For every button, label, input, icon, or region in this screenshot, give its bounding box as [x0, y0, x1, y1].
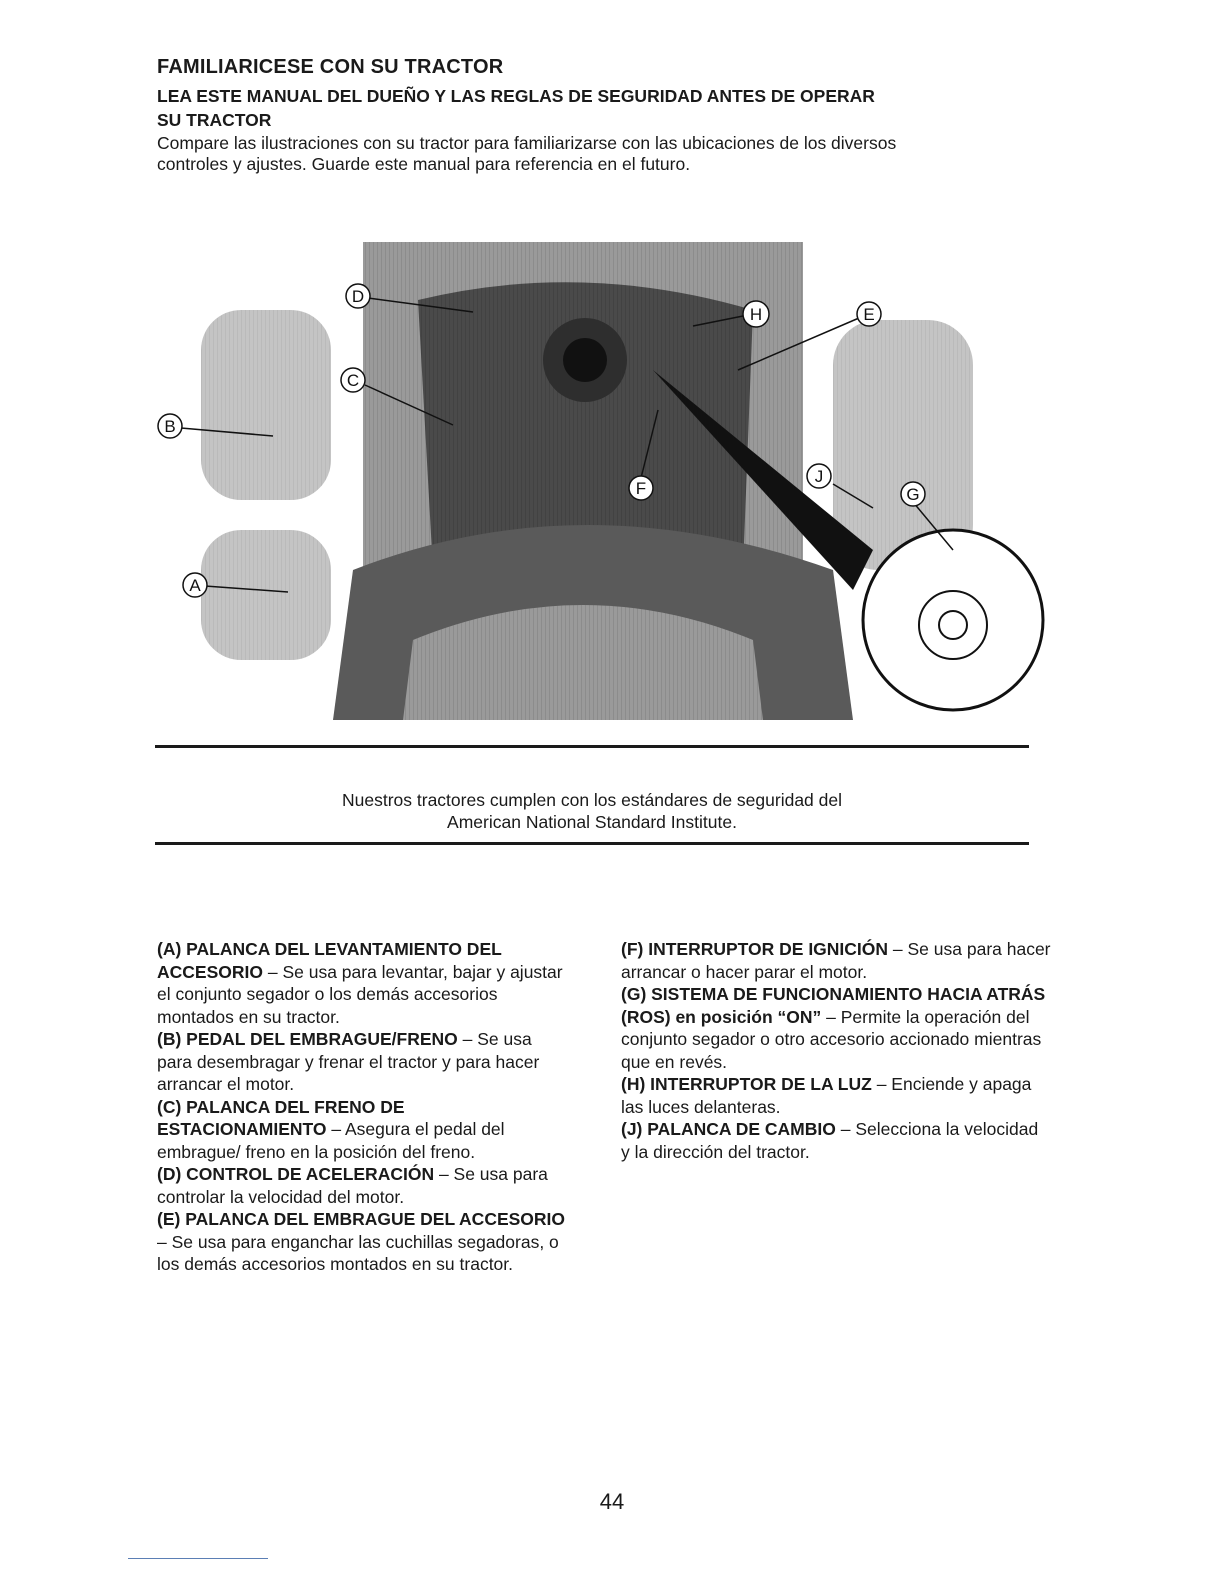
- svg-text:C: C: [346, 371, 360, 390]
- control-description: – Se usa para controlar la velocidad del motor.: [157, 1164, 548, 1207]
- control-item: [621, 938, 1051, 983]
- control-item: [157, 1208, 567, 1276]
- callout-D: [346, 284, 370, 308]
- intro-paragraph: [157, 133, 1057, 175]
- ignition-switch-detail: [863, 530, 1043, 710]
- page-subtitle: [157, 84, 1037, 132]
- controls-list-left: [157, 938, 567, 1276]
- svg-text:F: F: [635, 479, 647, 498]
- callout-J: [807, 464, 831, 488]
- left-rear-wheel-shape: [201, 530, 331, 660]
- control-description: – Selecciona la velocidad y la dirección del tractor.: [621, 1119, 1039, 1162]
- callout-E: [857, 302, 881, 326]
- standards-line-2: American National Standard Institute.: [447, 812, 737, 832]
- svg-text:E: E: [863, 305, 875, 324]
- callout-G: [901, 482, 925, 506]
- callout-H: [743, 301, 769, 327]
- control-description: – Se usa para levantar, bajar y ajustar el conjunto segador o los demás accesorios montados en su tractor.: [157, 961, 563, 1027]
- footer-line: [128, 1558, 268, 1559]
- top-divider: [155, 745, 1029, 748]
- svg-text:D: D: [351, 287, 365, 306]
- control-description: – Asegura el pedal del embrague/ freno en la posición del freno.: [157, 1119, 505, 1162]
- controls-list-right: [621, 938, 1051, 1163]
- bottom-divider: [155, 842, 1029, 845]
- control-term: (F) INTERRUPTOR DE IGNICIÓN: [621, 939, 889, 959]
- intro-line-2: controles y ajustes. Guarde este manual para referencia en el futuro.: [157, 154, 691, 174]
- svg-text:G: G: [906, 485, 920, 504]
- control-term: (E) PALANCA DEL EMBRAGUE DEL ACCESORIO: [157, 1209, 566, 1229]
- callout-C: [341, 368, 365, 392]
- callout-B: [158, 414, 182, 438]
- control-description: – Se usa para desembragar y frenar el tractor y para hacer arrancar el motor.: [157, 1029, 540, 1094]
- tractor-controls-illustration: [153, 240, 1053, 720]
- control-description: – Permite la operación del conjunto segador o otro accesorio accionado mientras que en revés.: [621, 1006, 1042, 1072]
- control-description: – Enciende y apaga las luces delanteras.: [621, 1074, 1032, 1117]
- control-item: [157, 938, 567, 1028]
- page-number: 44: [599, 1489, 625, 1514]
- control-item: [157, 1028, 567, 1096]
- svg-text:A: A: [189, 576, 201, 595]
- callout-A: [183, 573, 207, 597]
- control-term: (A) PALANCA DEL LEVANTAMIENTO DEL ACCESORIO: [157, 939, 502, 982]
- subtitle-line-2: SU TRACTOR: [157, 110, 272, 130]
- control-description: – Se usa para enganchar las cuchillas segadoras, o los demás accesorios montados en su tractor.: [157, 1231, 559, 1274]
- control-term: (H) INTERRUPTOR DE LA LUZ: [621, 1074, 872, 1094]
- callout-F: [629, 476, 653, 500]
- control-term: (C) PALANCA DEL FRENO DE ESTACIONAMIENTO: [157, 1096, 405, 1139]
- svg-text:B: B: [164, 417, 176, 436]
- control-item: [157, 1096, 567, 1164]
- control-item: [621, 983, 1051, 1073]
- steering-hub-shape: [563, 338, 607, 382]
- page-title: FAMILIARICESE CON SU TRACTOR: [157, 56, 504, 78]
- svg-text:H: H: [749, 305, 763, 324]
- control-item: [157, 1163, 567, 1208]
- subtitle-line-1: LEA ESTE MANUAL DEL DUEÑO Y LAS REGLAS DE SEGURIDAD ANTES DE OPERAR: [157, 86, 875, 106]
- standards-note: [155, 789, 1029, 833]
- control-term: (B) PEDAL DEL EMBRAGUE/FRENO: [157, 1029, 458, 1049]
- standards-line-1: Nuestros tractores cumplen con los estándares de seguridad del: [342, 790, 842, 810]
- control-term: (J) PALANCA DE CAMBIO: [621, 1119, 836, 1139]
- control-term: (D) CONTROL DE ACELERACIÓN: [157, 1164, 435, 1184]
- control-item: [621, 1073, 1051, 1118]
- control-description: – Se usa para hacer arrancar o hacer parar el motor.: [621, 939, 1051, 982]
- control-term: (G) SISTEMA DE FUNCIONAMIENTO HACIA ATRÁS (ROS) en posición “ON”: [621, 984, 1046, 1027]
- control-item: [621, 1118, 1051, 1163]
- left-wheel-shape: [201, 310, 331, 500]
- intro-line-1: Compare las ilustraciones con su tractor para familiarizarse con las ubicaciones de los diversos: [157, 133, 897, 153]
- svg-text:J: J: [814, 467, 824, 486]
